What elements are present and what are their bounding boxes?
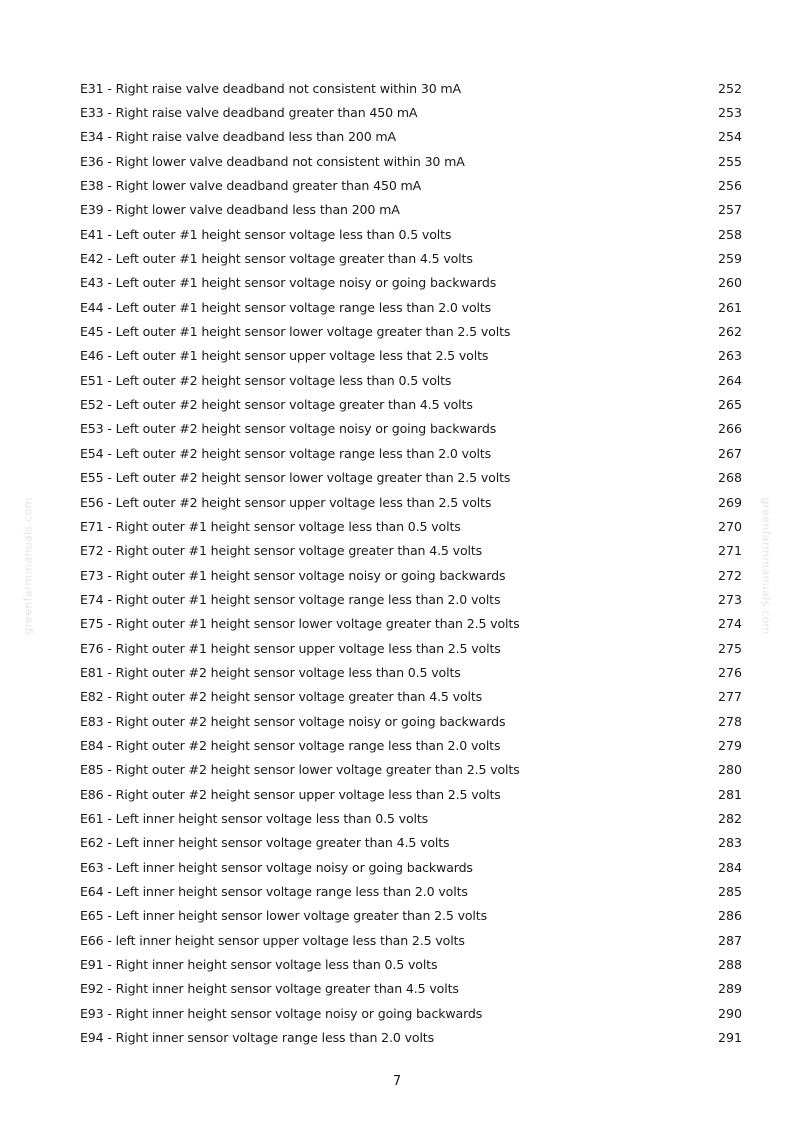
toc-entry-title: E41 - Left outer #1 height sensor voltage less than 0.5 volts bbox=[80, 226, 452, 242]
toc-entry[interactable] bbox=[80, 660, 742, 684]
toc-entry-page: 266 bbox=[717, 421, 742, 437]
toc-entry-title: E75 - Right outer #1 height sensor lower voltage greater than 2.5 volts bbox=[80, 616, 520, 632]
toc-entry-title: E65 - Left inner height sensor lower voltage greater than 2.5 volts bbox=[80, 908, 487, 924]
toc-entry-page: 285 bbox=[717, 884, 742, 900]
toc-entry-page: 267 bbox=[717, 445, 742, 461]
toc-entry-title: E76 - Right outer #1 height sensor upper voltage less than 2.5 volts bbox=[80, 640, 501, 656]
toc-entry-title: E63 - Left inner height sensor voltage noisy or going backwards bbox=[80, 859, 473, 875]
toc-entry-title: E34 - Right raise valve deadband less than 200 mA bbox=[80, 129, 396, 145]
toc-entry-title: E64 - Left inner height sensor voltage range less than 2.0 volts bbox=[80, 884, 468, 900]
toc-entry-page: 254 bbox=[717, 129, 742, 145]
toc-entry-page: 268 bbox=[717, 470, 742, 486]
toc-entry[interactable] bbox=[80, 295, 742, 319]
toc-entry[interactable] bbox=[80, 539, 742, 563]
toc-entry-title: E51 - Left outer #2 height sensor voltage less than 0.5 volts bbox=[80, 372, 452, 388]
toc-entry-title: E85 - Right outer #2 height sensor lower voltage greater than 2.5 volts bbox=[80, 762, 520, 778]
toc-entry[interactable] bbox=[80, 733, 742, 757]
toc-entry[interactable] bbox=[80, 587, 742, 611]
toc-entry-page: 257 bbox=[717, 202, 742, 218]
toc-entry-title: E36 - Right lower valve deadband not consistent within 30 mA bbox=[80, 153, 465, 169]
toc-entry-page: 255 bbox=[717, 153, 742, 169]
toc-entry[interactable] bbox=[80, 855, 742, 879]
toc-entry[interactable] bbox=[80, 246, 742, 270]
toc-entry-page: 290 bbox=[717, 1005, 742, 1021]
toc-entry[interactable] bbox=[80, 514, 742, 538]
toc-entry[interactable] bbox=[80, 271, 742, 295]
toc-entry[interactable] bbox=[80, 319, 742, 343]
toc-entry[interactable] bbox=[80, 563, 742, 587]
toc-entry-title: E38 - Right lower valve deadband greater than 450 mA bbox=[80, 178, 422, 194]
toc-entry-page: 291 bbox=[717, 1030, 742, 1046]
toc-entry[interactable] bbox=[80, 612, 742, 636]
toc-entry-page: 274 bbox=[717, 616, 742, 632]
toc-entry[interactable] bbox=[80, 344, 742, 368]
toc-entry[interactable] bbox=[80, 904, 742, 928]
toc-entry[interactable] bbox=[80, 636, 742, 660]
toc-entry-page: 270 bbox=[717, 518, 742, 534]
toc-entry-title: E61 - Left inner height sensor voltage less than 0.5 volts bbox=[80, 810, 429, 826]
toc-entry-title: E33 - Right raise valve deadband greater than 450 mA bbox=[80, 105, 418, 121]
toc-entry-page: 289 bbox=[717, 981, 742, 997]
toc-entry-page: 261 bbox=[717, 299, 742, 315]
toc-entry-page: 265 bbox=[717, 397, 742, 413]
page-number: 7 bbox=[392, 1074, 402, 1089]
toc-entry-page: 264 bbox=[717, 372, 742, 388]
toc-entry-title: E31 - Right raise valve deadband not consistent within 30 mA bbox=[80, 80, 462, 96]
toc-entry-page: 286 bbox=[717, 908, 742, 924]
toc-entry[interactable] bbox=[80, 125, 742, 149]
toc-entry-title: E82 - Right outer #2 height sensor voltage greater than 4.5 volts bbox=[80, 689, 483, 705]
watermark-left: greenfarmmanuals.com bbox=[21, 497, 35, 635]
toc-entry-page: 273 bbox=[717, 591, 742, 607]
toc-entry[interactable] bbox=[80, 392, 742, 416]
toc-entry-title: E44 - Left outer #1 height sensor voltage range less than 2.0 volts bbox=[80, 299, 492, 315]
toc-entry-page: 258 bbox=[717, 226, 742, 242]
toc-entry-title: E62 - Left inner height sensor voltage greater than 4.5 volts bbox=[80, 835, 450, 851]
toc-entry-title: E52 - Left outer #2 height sensor voltage greater than 4.5 volts bbox=[80, 397, 473, 413]
watermark-right: greenfarmmanuals.com bbox=[759, 497, 773, 635]
toc-entry-page: 263 bbox=[717, 348, 742, 364]
toc-entry-page: 252 bbox=[717, 80, 742, 96]
toc-entry-page: 269 bbox=[717, 494, 742, 510]
toc-entry-title: E92 - Right inner height sensor voltage greater than 4.5 volts bbox=[80, 981, 459, 997]
toc-entry[interactable] bbox=[80, 709, 742, 733]
toc-entry-page: 284 bbox=[717, 859, 742, 875]
toc-entry[interactable] bbox=[80, 928, 742, 952]
toc-entry-title: E53 - Left outer #2 height sensor voltage noisy or going backwards bbox=[80, 421, 497, 437]
toc-entry-page: 275 bbox=[717, 640, 742, 656]
toc-entry-page: 277 bbox=[717, 689, 742, 705]
toc-entry[interactable] bbox=[80, 222, 742, 246]
toc-entry[interactable] bbox=[80, 198, 742, 222]
toc-entry-page: 287 bbox=[717, 932, 742, 948]
toc-entry-title: E73 - Right outer #1 height sensor voltage noisy or going backwards bbox=[80, 567, 506, 583]
toc-entry-title: E56 - Left outer #2 height sensor upper voltage less than 2.5 volts bbox=[80, 494, 492, 510]
toc-entry[interactable] bbox=[80, 100, 742, 124]
toc-entry[interactable] bbox=[80, 490, 742, 514]
toc-entry[interactable] bbox=[80, 368, 742, 392]
toc-entry-title: E72 - Right outer #1 height sensor voltage greater than 4.5 volts bbox=[80, 543, 483, 559]
toc-entry-page: 283 bbox=[717, 835, 742, 851]
toc-entry[interactable] bbox=[80, 1001, 742, 1025]
toc-entry[interactable] bbox=[80, 831, 742, 855]
toc-entry-title: E74 - Right outer #1 height sensor voltage range less than 2.0 volts bbox=[80, 591, 501, 607]
toc-entry-page: 260 bbox=[717, 275, 742, 291]
toc-entry[interactable] bbox=[80, 417, 742, 441]
toc-entry-title: E94 - Right inner sensor voltage range less than 2.0 volts bbox=[80, 1030, 434, 1046]
toc-entry-page: 279 bbox=[717, 737, 742, 753]
toc-entry-page: 288 bbox=[717, 957, 742, 973]
toc-entry-title: E83 - Right outer #2 height sensor voltage noisy or going backwards bbox=[80, 713, 506, 729]
toc-entry[interactable] bbox=[80, 806, 742, 830]
toc-entry[interactable] bbox=[80, 879, 742, 903]
toc-entry-title: E86 - Right outer #2 height sensor upper voltage less than 2.5 volts bbox=[80, 786, 501, 802]
toc-entry-page: 272 bbox=[717, 567, 742, 583]
toc-entry-title: E66 - left inner height sensor upper voltage less than 2.5 volts bbox=[80, 932, 465, 948]
toc-entry-title: E54 - Left outer #2 height sensor voltage range less than 2.0 volts bbox=[80, 445, 492, 461]
toc-entry-title: E42 - Left outer #1 height sensor voltage greater than 4.5 volts bbox=[80, 251, 473, 267]
toc-entry-title: E39 - Right lower valve deadband less than 200 mA bbox=[80, 202, 400, 218]
toc-entry[interactable] bbox=[80, 685, 742, 709]
toc-entry-page: 282 bbox=[717, 810, 742, 826]
toc-entry-page: 262 bbox=[717, 324, 742, 340]
toc-entry[interactable] bbox=[80, 76, 742, 100]
toc-entry-title: E71 - Right outer #1 height sensor voltage less than 0.5 volts bbox=[80, 518, 461, 534]
toc-entry[interactable] bbox=[80, 952, 742, 976]
toc-entry-page: 259 bbox=[717, 251, 742, 267]
toc-entry-title: E84 - Right outer #2 height sensor voltage range less than 2.0 volts bbox=[80, 737, 501, 753]
table-of-contents bbox=[80, 76, 742, 1050]
toc-entry-page: 278 bbox=[717, 713, 742, 729]
toc-entry-title: E91 - Right inner height sensor voltage less than 0.5 volts bbox=[80, 957, 438, 973]
toc-entry-title: E93 - Right inner height sensor voltage noisy or going backwards bbox=[80, 1005, 483, 1021]
toc-entry[interactable] bbox=[80, 149, 742, 173]
toc-entry-title: E43 - Left outer #1 height sensor voltage noisy or going backwards bbox=[80, 275, 497, 291]
toc-entry[interactable] bbox=[80, 782, 742, 806]
toc-entry[interactable] bbox=[80, 173, 742, 197]
toc-entry[interactable] bbox=[80, 1025, 742, 1049]
toc-entry-title: E45 - Left outer #1 height sensor lower voltage greater than 2.5 volts bbox=[80, 324, 511, 340]
toc-entry-page: 253 bbox=[717, 105, 742, 121]
toc-entry[interactable] bbox=[80, 977, 742, 1001]
toc-entry-title: E46 - Left outer #1 height sensor upper voltage less that 2.5 volts bbox=[80, 348, 489, 364]
toc-entry-title: E81 - Right outer #2 height sensor voltage less than 0.5 volts bbox=[80, 664, 461, 680]
toc-entry[interactable] bbox=[80, 441, 742, 465]
toc-entry-title: E55 - Left outer #2 height sensor lower voltage greater than 2.5 volts bbox=[80, 470, 511, 486]
toc-entry[interactable] bbox=[80, 758, 742, 782]
toc-entry-page: 281 bbox=[717, 786, 742, 802]
toc-entry-page: 280 bbox=[717, 762, 742, 778]
toc-entry-page: 271 bbox=[717, 543, 742, 559]
toc-entry-page: 256 bbox=[717, 178, 742, 194]
toc-entry-page: 276 bbox=[717, 664, 742, 680]
toc-entry[interactable] bbox=[80, 466, 742, 490]
